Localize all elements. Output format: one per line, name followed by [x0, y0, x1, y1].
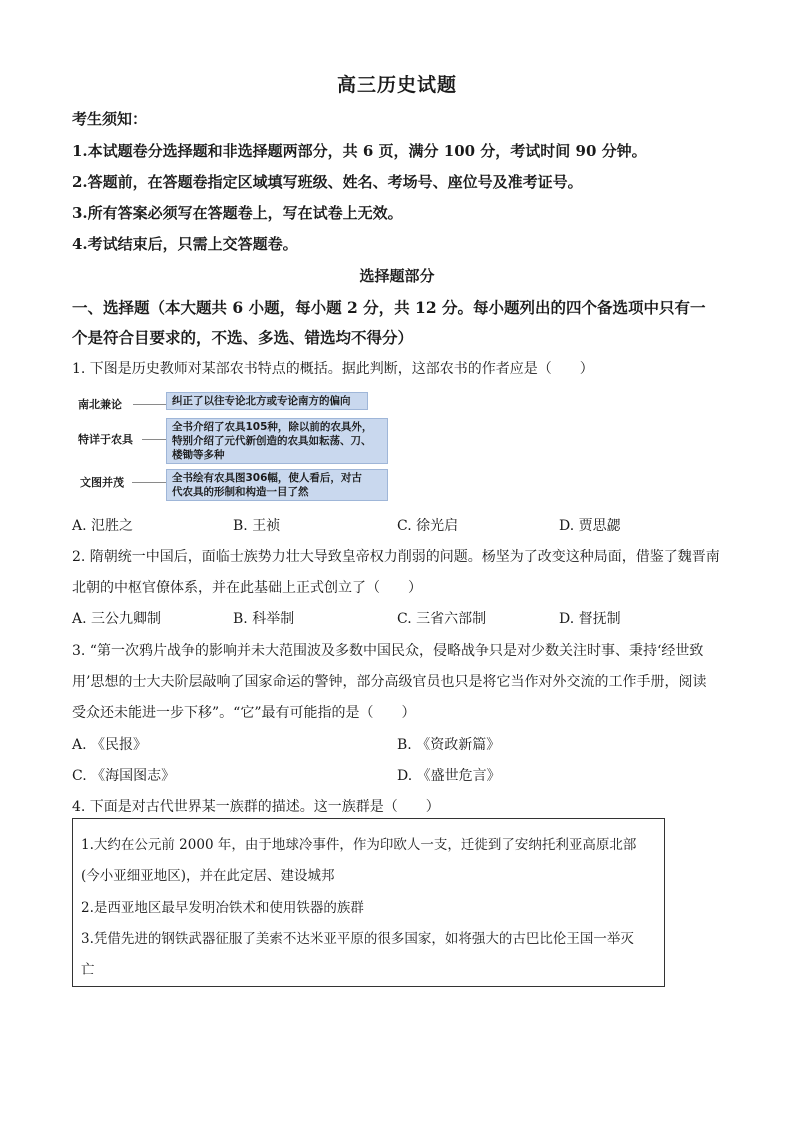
question-4-material-box: [72, 818, 665, 987]
concept-label-2: 特详于农具: [78, 433, 133, 446]
notice-heading: 考生须知：: [72, 110, 148, 128]
question-3-option-b[interactable]: B. 《资政新篇》: [397, 737, 501, 753]
question-2-option-b[interactable]: B. 科举制: [233, 611, 295, 627]
concept-box-3-line: 全书绘有农具图306幅，使人看后，对古: [172, 472, 362, 484]
notice-item-4: 4.考试结束后，只需上交答题卷。: [72, 235, 298, 253]
concept-box-1: [166, 392, 368, 410]
section-title: 选择题部分: [359, 267, 435, 285]
notice-item-1: 1.本试题卷分选择题和非选择题两部分，共 6 页，满分 100 分，考试时间 90 分钟。: [72, 142, 647, 160]
concept-label-3: 文图并茂: [80, 476, 124, 489]
question-2-option-a[interactable]: A. 三公九卿制: [72, 611, 162, 627]
material-line-2: (今小亚细亚地区)，并在此定居、建设城邦: [81, 868, 335, 884]
question-2-option-d[interactable]: D. 督抚制: [559, 611, 621, 627]
concept-box-3-line: 代农具的形制和构造一目了然: [172, 486, 309, 498]
concept-box-2-line: 全书介绍了农具105种，除以前的农具外，: [172, 421, 373, 433]
question-2-option-c[interactable]: C. 三省六部制: [397, 611, 487, 627]
material-line-4: 3.凭借先进的钢铁武器征服了美索不达米亚平原的很多国家，如将强大的古巴比伦王国一举灭: [81, 931, 634, 947]
material-line-5: 亡: [81, 962, 95, 978]
question-3-option-c[interactable]: C. 《海国图志》: [72, 768, 176, 784]
question-1-option-b[interactable]: B. 王祯: [233, 518, 281, 534]
part-instructions-line-2: 个是符合目要求的，不选、多选、错选均不得分）: [72, 328, 414, 347]
part-instructions-line-1: 一、选择题（本大题共 6 小题，每小题 2 分，共 12 分。每小题列出的四个备选项中只有一: [72, 298, 706, 317]
question-1-option-a[interactable]: A. 氾胜之: [72, 518, 134, 534]
concept-box-2-line: 楼锄等多种: [172, 449, 225, 461]
question-1-option-d[interactable]: D. 贾思勰: [559, 518, 621, 534]
connector-line: [142, 439, 166, 440]
question-1-stem: 1. 下图是历史教师对某部农书特点的概括。据此判断，这部农书的作者应是（ ）: [72, 361, 594, 377]
notice-item-3: 3.所有答案必须写在答题卷上，写在试卷上无效。: [72, 204, 403, 222]
question-3-option-a[interactable]: A. 《民报》: [72, 737, 148, 753]
question-1-option-c[interactable]: C. 徐光启: [397, 518, 459, 534]
question-3-stem-line-1: 3. “第一次鸦片战争的影响并未大范围波及多数中国民众，侵略战争只是对少数关注时事、秉持‘经世致: [72, 643, 704, 659]
question-3-stem-line-2: 用’思想的士大夫阶层敲响了国家命运的警钟，部分高级官员也只是将它当作对外交流的工作手册，阅读: [72, 674, 707, 690]
concept-box-1-line: 纠正了以往专论北方或专论南方的偏向: [172, 395, 351, 407]
page-title: 高三历史试题: [336, 74, 457, 96]
concept-box-3: [166, 469, 388, 501]
connector-line: [132, 482, 166, 483]
material-line-3: 2.是西亚地区最早发明冶铁术和使用铁器的族群: [81, 900, 364, 916]
question-2-stem-line-2: 北朝的中枢官僚体系，并在此基础上正式创立了（ ）: [72, 580, 422, 596]
concept-label-1: 南北兼论: [78, 398, 122, 411]
question-3-option-d[interactable]: D. 《盛世危言》: [397, 768, 501, 784]
notice-item-2: 2.答题前，在答题卷指定区域填写班级、姓名、考场号、座位号及准考证号。: [72, 173, 583, 191]
question-2-stem-line-1: 2. 隋朝统一中国后，面临士族势力壮大导致皇帝权力削弱的问题。杨坚为了改变这种局面，借鉴了魏晋南: [72, 549, 720, 565]
question-4-stem: 4. 下面是对古代世界某一族群的描述。这一族群是（ ）: [72, 799, 440, 815]
concept-box-2: [166, 418, 388, 464]
concept-box-2-line: 特别介绍了元代新创造的农具如耘荡、刀、: [172, 435, 372, 447]
material-line-1: 1.大约在公元前 2000 年，由于地球冷事件，作为印欧人一支，迁徙到了安纳托利亚高原北部: [81, 837, 637, 853]
connector-line: [133, 404, 166, 405]
question-3-stem-line-3: 受众还未能进一步下移”。“它”最有可能指的是（ ）: [72, 705, 416, 721]
